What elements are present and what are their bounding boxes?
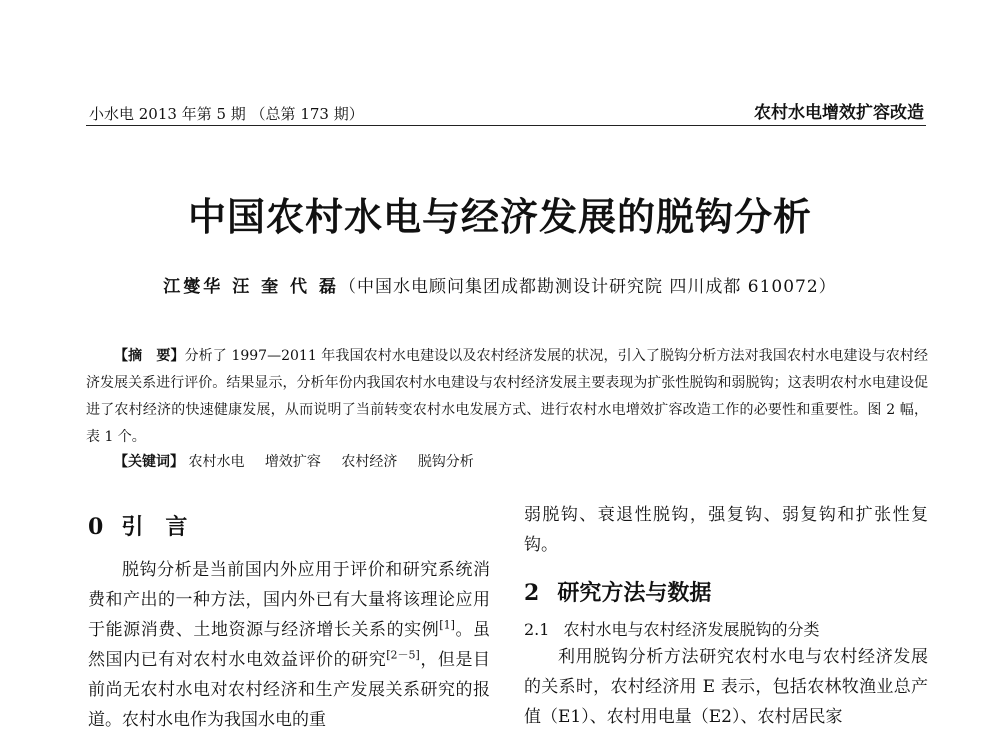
intro-text-1: 脱钩分析是当前国内外应用于评价和研究系统消费和产出的一种方法，国内外已有大量将该理论应用于能源消费、土地资源与经济增长关系的实例: [88, 560, 490, 640]
keyword: 脱钩分析: [417, 454, 474, 470]
intro-text-3: ，但是目前尚无农村水电对农村经济和生产发展关系研究的报道。农村水电作为我国水电的重: [88, 650, 491, 730]
citation: [2－5]: [386, 648, 420, 662]
running-header-column: 农村水电增效扩容改造: [754, 103, 924, 123]
abstract: [86, 343, 928, 451]
running-header-journal: 小水电 2013 年第 5 期 （总第 173 期）: [89, 105, 364, 123]
keyword: 农村经济: [341, 454, 398, 470]
subsection-label: 农村水电与农村经济发展脱钩的分类: [563, 620, 820, 639]
section-heading-intro: [88, 510, 490, 541]
right-column: [524, 500, 928, 732]
header-rule: [86, 125, 926, 126]
left-column: [88, 510, 490, 735]
subsection-heading: [524, 617, 928, 640]
section-number: 0: [88, 514, 104, 540]
methods-paragraph: 利用脱钩分析方法研究农村水电与农村经济发展的关系时，农村经济用 E 表示，包括农林牧渔业总产值（E1）、农村用电量（E2）、农村居民家: [524, 647, 928, 727]
section-label: 引言: [121, 514, 210, 540]
subsection-number: 2.1: [524, 620, 550, 639]
keywords: [114, 451, 490, 471]
keywords-label: 【关键词】: [114, 454, 184, 470]
author-affiliation: （中国水电顾问集团成都勘测设计研究院 四川成都 610072）: [338, 277, 837, 297]
intro-paragraph: [88, 555, 490, 735]
citation: [1]: [439, 618, 455, 632]
section-heading-methods: [524, 576, 928, 607]
keyword: 农村水电: [188, 454, 245, 470]
intro-text-2: 。虽然国内已有对农村水电效益评价的研究: [88, 620, 491, 670]
continued-paragraph: 弱脱钩、衰退性脱钩，强复钩、弱复钩和扩张性复钩。: [524, 505, 928, 555]
keyword: 增效扩容: [264, 454, 321, 470]
section-number: 2: [524, 580, 540, 606]
abstract-paragraph: [86, 343, 928, 451]
author-line: [0, 272, 1000, 297]
abstract-label: 【摘 要】: [114, 348, 185, 364]
author-names: 江燮华 汪 奎 代 磊: [163, 277, 339, 297]
article-title: 中国农村水电与经济发展的脱钩分析: [187, 194, 812, 239]
abstract-text: 分析了 1997—2011 年我国农村水电建设以及农村经济发展的状况，引入了脱钩分析方法对我国农村水电建设与农村经济发展关系进行评价。结果显示，分析年份内我国农村水电建设与农村经济发展主要表现为扩张性脱钩和弱脱钩；这表明农村水电建设促进了农村经济的快速健康发展，从而说明了当前转变农村水电发展方式、进行农村水电增效扩容改造工作的必要性和重要性。图 2 幅，表 1 个。: [86, 348, 928, 445]
section-label: 研究方法与数据: [557, 580, 712, 606]
